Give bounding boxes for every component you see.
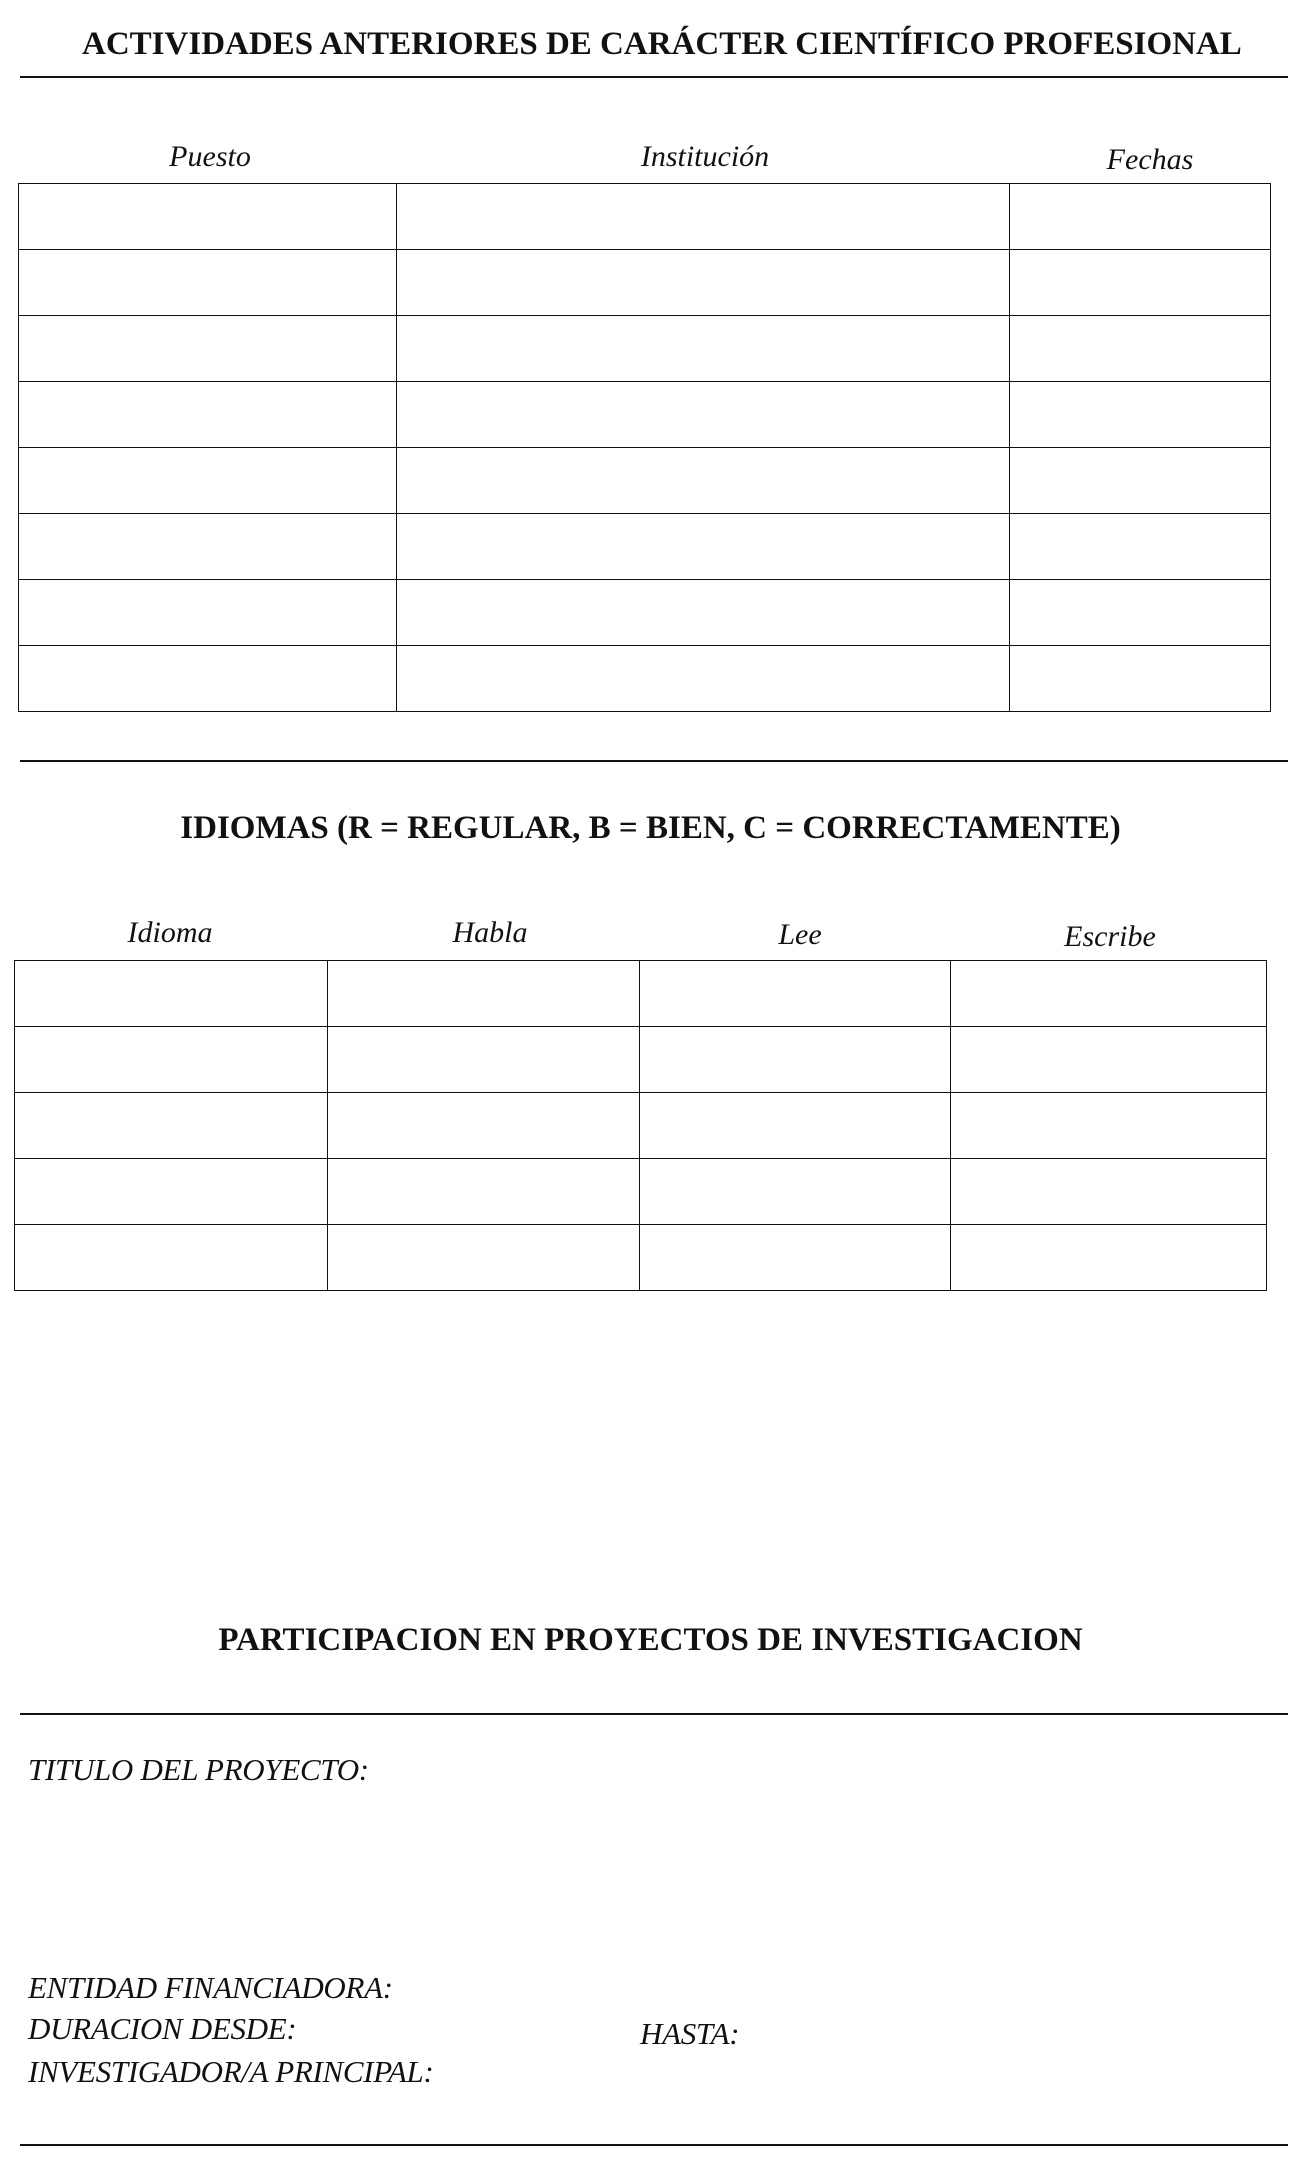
activities-cell[interactable] — [397, 316, 1010, 382]
languages-cell[interactable] — [951, 1093, 1267, 1159]
languages-cell[interactable] — [640, 961, 951, 1027]
languages-cell[interactable] — [951, 1159, 1267, 1225]
languages-cell[interactable] — [328, 961, 640, 1027]
activities-cell[interactable] — [19, 250, 397, 316]
col-institucion: Institución — [640, 140, 770, 173]
activities-cell[interactable] — [19, 514, 397, 580]
languages-cell[interactable] — [328, 1027, 640, 1093]
activities-row — [19, 580, 1271, 646]
activities-cell[interactable] — [397, 184, 1010, 250]
activities-row — [19, 448, 1271, 514]
activities-cell[interactable] — [1010, 580, 1271, 646]
activities-cell[interactable] — [19, 646, 397, 712]
field-duracion-desde: DURACION DESDE: — [28, 2011, 297, 2046]
languages-row — [15, 961, 1267, 1027]
col-puesto: Puesto — [169, 140, 251, 173]
activities-row — [19, 514, 1271, 580]
col-escribe: Escribe — [1064, 920, 1156, 953]
activities-row — [19, 316, 1271, 382]
activities-cell[interactable] — [1010, 646, 1271, 712]
languages-cell[interactable] — [15, 1159, 328, 1225]
languages-cell[interactable] — [640, 1225, 951, 1291]
languages-row — [15, 1027, 1267, 1093]
activities-cell[interactable] — [1010, 184, 1271, 250]
col-lee: Lee — [778, 918, 822, 951]
languages-table — [14, 960, 1267, 1291]
col-habla: Habla — [452, 916, 528, 949]
activities-cell[interactable] — [19, 184, 397, 250]
activities-cell[interactable] — [397, 250, 1010, 316]
languages-cell[interactable] — [15, 1225, 328, 1291]
field-investigador-principal: INVESTIGADOR/A PRINCIPAL: — [28, 2054, 434, 2089]
languages-cell[interactable] — [951, 1225, 1267, 1291]
languages-row — [15, 1159, 1267, 1225]
projects-title-rule — [20, 1713, 1288, 1715]
activities-cell[interactable] — [397, 448, 1010, 514]
col-idioma: Idioma — [127, 916, 213, 949]
activities-row — [19, 184, 1271, 250]
activities-cell[interactable] — [1010, 382, 1271, 448]
activities-cell[interactable] — [1010, 250, 1271, 316]
activities-cell[interactable] — [1010, 316, 1271, 382]
col-fechas: Fechas — [1106, 143, 1194, 176]
languages-cell[interactable] — [328, 1159, 640, 1225]
activities-title-rule — [20, 76, 1288, 78]
activities-cell[interactable] — [19, 580, 397, 646]
activities-table — [18, 183, 1271, 712]
projects-end-rule — [20, 2144, 1288, 2146]
languages-cell[interactable] — [328, 1093, 640, 1159]
activities-row — [19, 382, 1271, 448]
field-entidad-financiadora: ENTIDAD FINANCIADORA: — [28, 1970, 393, 2005]
languages-cell[interactable] — [15, 961, 328, 1027]
activities-row — [19, 646, 1271, 712]
languages-cell[interactable] — [328, 1225, 640, 1291]
activities-end-rule — [20, 760, 1288, 762]
languages-cell[interactable] — [640, 1027, 951, 1093]
activities-row — [19, 250, 1271, 316]
languages-cell[interactable] — [640, 1093, 951, 1159]
activities-cell[interactable] — [397, 580, 1010, 646]
field-titulo-proyecto: TITULO DEL PROYECTO: — [28, 1752, 369, 1787]
activities-cell[interactable] — [397, 646, 1010, 712]
activities-title: ACTIVIDADES ANTERIORES DE CARÁCTER CIENTÍFICO PROFESIONAL — [82, 26, 1242, 62]
activities-cell[interactable] — [1010, 448, 1271, 514]
activities-cell[interactable] — [397, 514, 1010, 580]
languages-row — [15, 1093, 1267, 1159]
field-hasta: HASTA: — [640, 2016, 740, 2051]
activities-cell[interactable] — [19, 382, 397, 448]
activities-cell[interactable] — [397, 382, 1010, 448]
activities-cell[interactable] — [1010, 514, 1271, 580]
activities-cell[interactable] — [19, 316, 397, 382]
languages-cell[interactable] — [951, 1027, 1267, 1093]
languages-cell[interactable] — [640, 1159, 951, 1225]
languages-cell[interactable] — [15, 1093, 328, 1159]
languages-title: IDIOMAS (R = REGULAR, B = BIEN, C = CORRECTAMENTE) — [180, 810, 1121, 846]
languages-cell[interactable] — [951, 961, 1267, 1027]
languages-cell[interactable] — [15, 1027, 328, 1093]
activities-cell[interactable] — [19, 448, 397, 514]
languages-row — [15, 1225, 1267, 1291]
projects-title: PARTICIPACION EN PROYECTOS DE INVESTIGACION — [218, 1622, 1083, 1658]
